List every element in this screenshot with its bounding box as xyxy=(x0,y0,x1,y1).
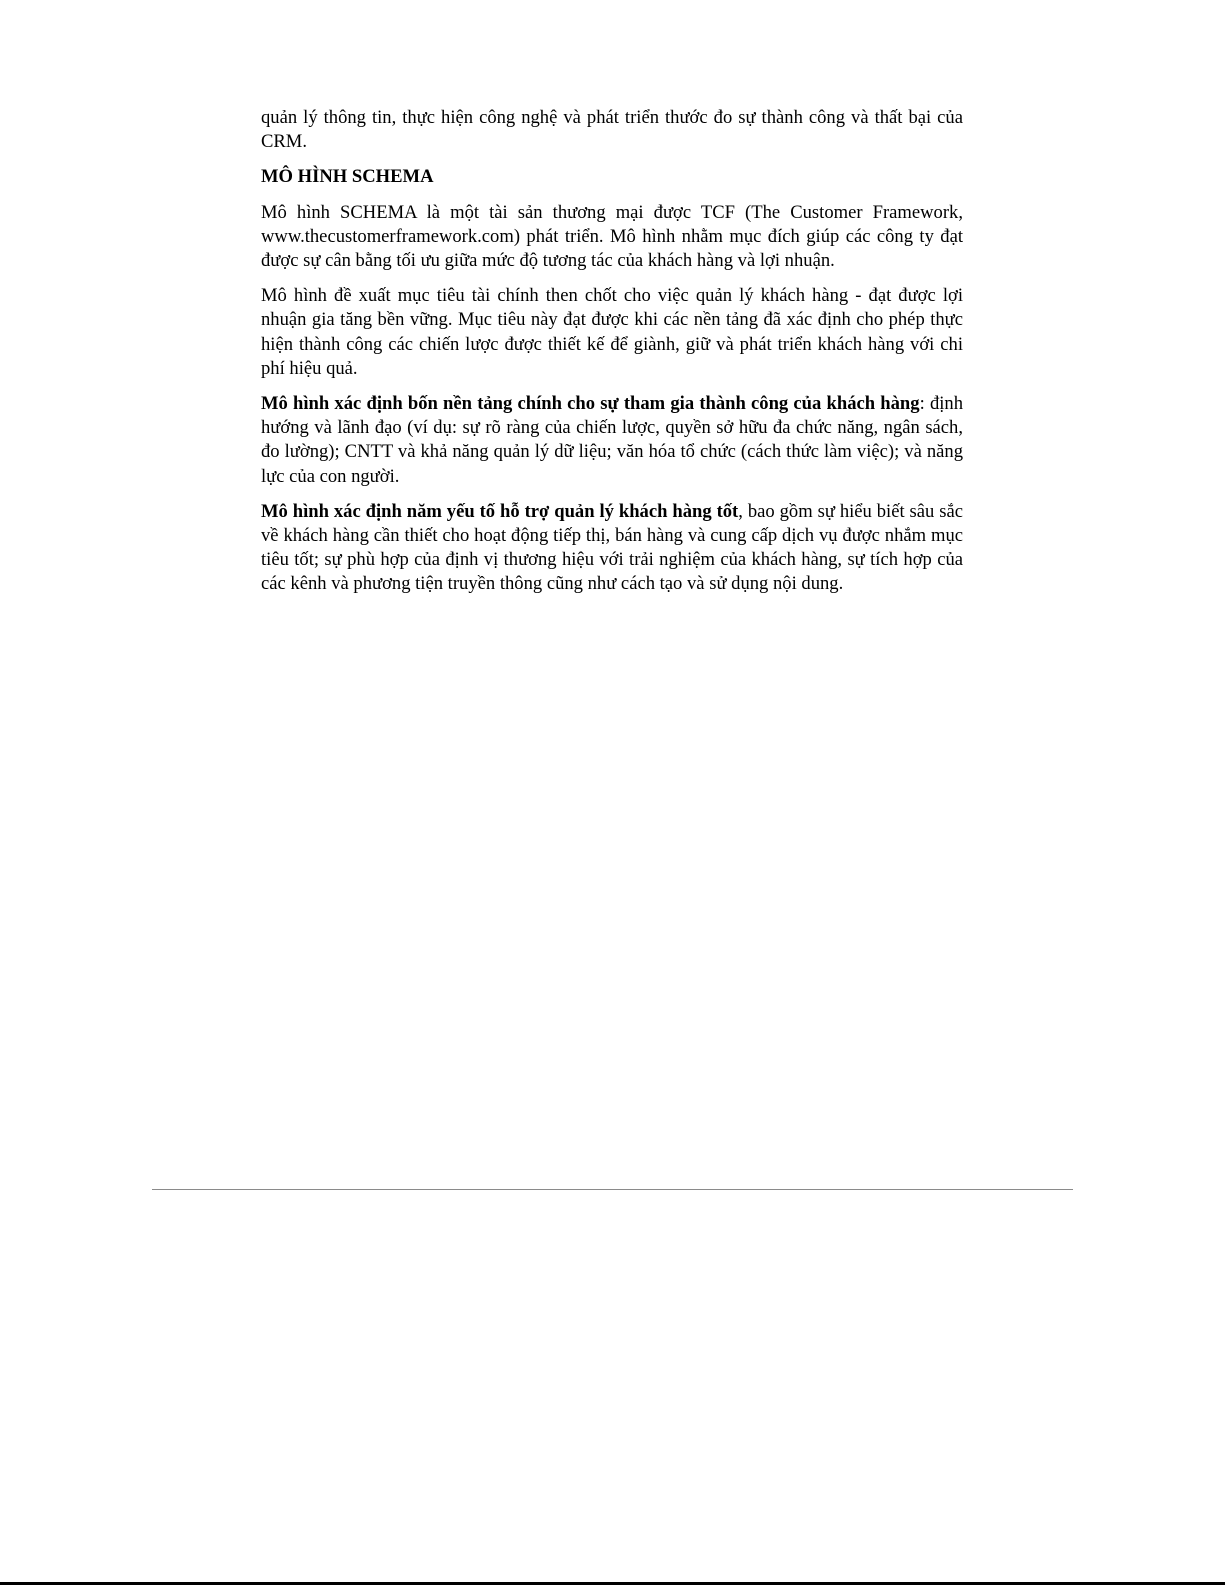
four-foundations-paragraph xyxy=(261,392,963,489)
five-enablers-lead: Mô hình xác định năm yếu tố hỗ trợ quản lý khách hàng tốt xyxy=(261,500,739,522)
section-heading: MÔ HÌNH SCHEMA xyxy=(261,166,434,188)
schema-intro-paragraph: Mô hình SCHEMA là một tài sản thương mại được TCF (The Customer Framework, www.thecustomerframework.com) phát triển. Mô hình nhằm mục đích giúp các công ty đạt được sự cân bằng tối ưu giữa mức độ tương tác của khách hàng và lợi nhuận. xyxy=(261,201,963,272)
five-enablers-paragraph xyxy=(261,500,963,597)
financial-goal-paragraph: Mô hình đề xuất mục tiêu tài chính then chốt cho việc quản lý khách hàng - đạt được lợi nhuận gia tăng bền vững. Mục tiêu này đạt được khi các nền tảng đã xác định cho phép thực hiện thành công các chiến lược được thiết kế để giành, giữ và phát triển khách hàng với chi phí hiệu quả. xyxy=(261,285,963,379)
four-foundations-text: : định hướng và lãnh đạo (ví dụ: sự rõ ràng của chiến lược, quyền sở hữu đa chức năng, ngân sách, đo lường); CNTT và khả năng quản lý dữ liệu; văn hóa tổ chức (cách thức làm việc); và năng lực của con người. xyxy=(261,393,964,487)
four-foundations-lead: Mô hình xác định bốn nền tảng chính cho sự tham gia thành công của khách hàng xyxy=(261,393,920,415)
intro-continuation-paragraph: quản lý thông tin, thực hiện công nghệ và phát triển thước đo sự thành công và thất bại của CRM. xyxy=(261,107,963,153)
page-body xyxy=(261,106,963,608)
page-separator-line xyxy=(152,1189,1073,1190)
five-enablers-text: , bao gồm sự hiểu biết sâu sắc về khách hàng cần thiết cho hoạt động tiếp thị, bán hàng và cung cấp dịch vụ được nhắm mục tiêu tốt; sự phù hợp của định vị thương hiệu với trải nghiệm của khách hàng, sự tích hợp của các kênh và phương tiện truyền thông cũng như cách tạo và sử dụng nội dung. xyxy=(261,500,964,595)
